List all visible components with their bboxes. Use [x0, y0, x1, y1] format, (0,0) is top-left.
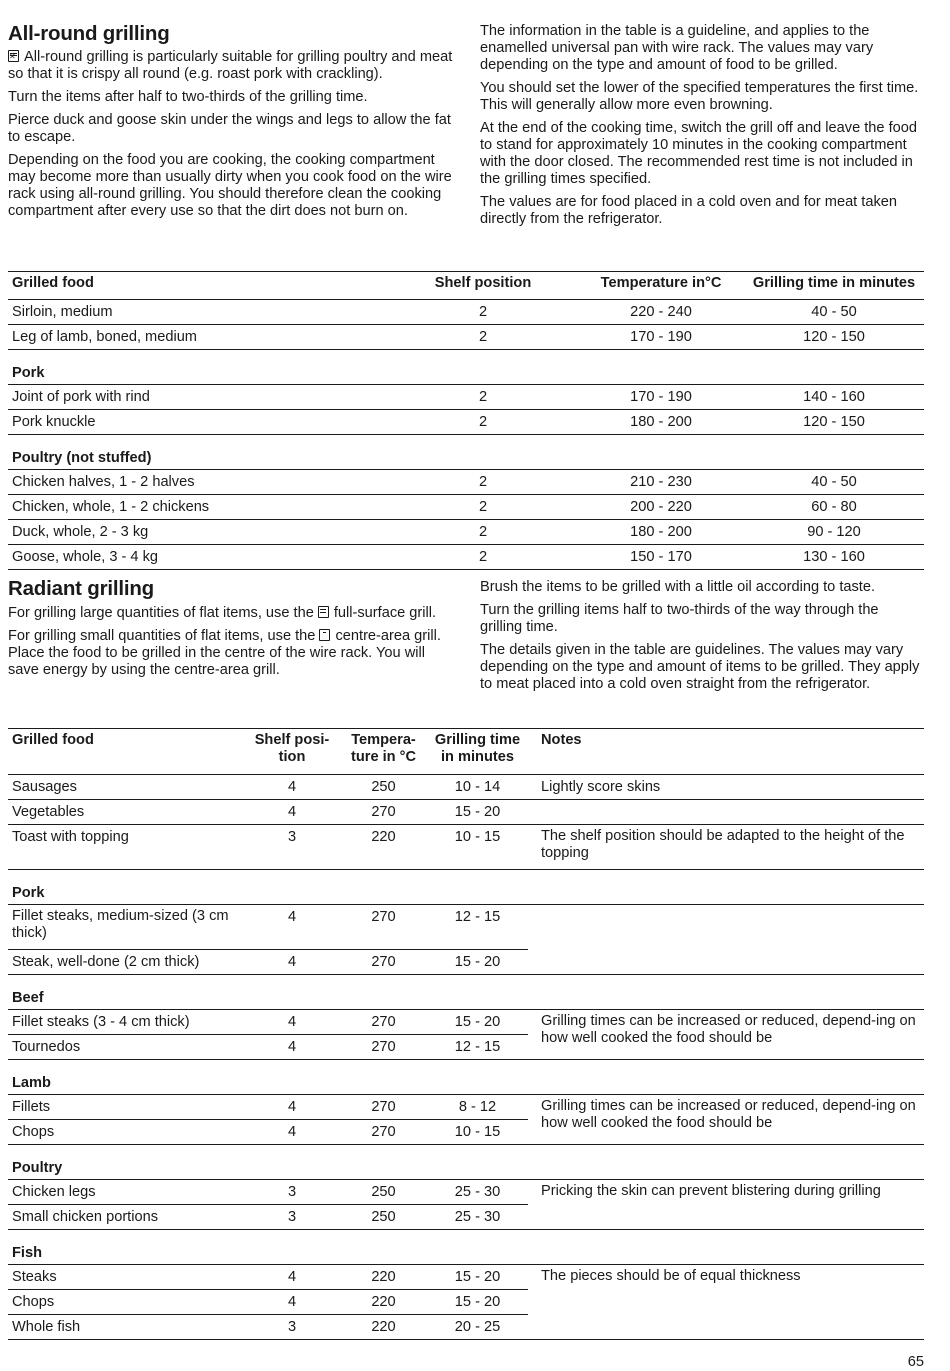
- cell-note: [528, 905, 924, 975]
- cell-temp: 270: [340, 1095, 427, 1120]
- radiant-info-paragraph-2: Turn the grilling items half to two-thirds of the way through the grilling time.: [480, 602, 879, 635]
- cell-temp: 170 - 190: [578, 385, 744, 410]
- cell-shelf: 4: [244, 950, 340, 975]
- cell-temp: 250: [340, 1205, 427, 1230]
- cell-shelf: 4: [244, 775, 340, 800]
- cell-shelf: 4: [244, 1265, 340, 1290]
- cell-note: Grilling times can be increased or reduced, depend-ing on how well cooked the food should be: [528, 1095, 924, 1145]
- cell-food: Goose, whole, 3 - 4 kg: [8, 545, 388, 570]
- table-header-row: [8, 272, 924, 300]
- cell-time: 25 - 30: [427, 1180, 528, 1205]
- cell-food: Fillets: [8, 1095, 244, 1120]
- table-row: [8, 495, 924, 520]
- cell-food: Steaks: [8, 1265, 244, 1290]
- page-number: 65: [907, 1354, 924, 1370]
- cell-food: Chicken halves, 1 - 2 halves: [8, 470, 388, 495]
- cell-food: Sausages: [8, 775, 244, 800]
- all-round-info-paragraph-2: You should set the lower of the specified temperatures the first time. This will generally allow more even browning.: [480, 80, 919, 113]
- cell-time: 60 - 80: [744, 495, 924, 520]
- cell-time: 130 - 160: [744, 545, 924, 570]
- all-round-info-paragraph-3: At the end of the cooking time, switch the grill off and leave the food to stand for approximately 10 minutes in the cooking compartment with the door closed. The recommended rest time is not included in the grilling times specified.: [480, 120, 918, 187]
- radiant-grilling-right-column: [480, 579, 924, 699]
- all-round-paragraph-3: Pierce duck and goose skin under the wings and legs to allow the fat to escape.: [8, 112, 451, 145]
- all-round-paragraph-2: Turn the items after half to two-thirds of the grilling time.: [8, 89, 368, 105]
- cell-shelf: 4: [244, 1010, 340, 1035]
- table-row: [8, 470, 924, 495]
- table-row: [8, 300, 924, 325]
- cell-food: Steak, well-done (2 cm thick): [8, 950, 244, 975]
- radiant-grilling-title: Radiant grilling: [8, 577, 154, 600]
- all-round-paragraph-1: ✕All-round grilling is particularly suitable for grilling poultry and meat so that it is crispy all round (e.g. roast pork with crackling).: [8, 49, 453, 83]
- table-row: [8, 545, 924, 570]
- cell-shelf: 4: [244, 800, 340, 825]
- table-section-row: [8, 1060, 924, 1095]
- cell-food: Chicken legs: [8, 1180, 244, 1205]
- cell-note: The pieces should be of equal thickness: [528, 1265, 924, 1340]
- cell-time: 8 - 12: [427, 1095, 528, 1120]
- cell-food: Sirloin, medium: [8, 300, 388, 325]
- radiant-grilling-table: [8, 728, 924, 1340]
- table-row: [8, 800, 924, 825]
- cell-shelf: 3: [244, 1315, 340, 1340]
- section-label-fish: Fish: [8, 1230, 924, 1265]
- cell-food: Leg of lamb, boned, medium: [8, 325, 388, 350]
- all-round-paragraph-4: Depending on the food you are cooking, the cooking compartment may become more than usually dirty when you cook food on the wire rack using all-round grilling. You should therefore clean the cooking compartment after every use so that the dirt does not burn on.: [8, 152, 452, 219]
- table-row: [8, 905, 924, 950]
- cell-time: 10 - 15: [427, 1120, 528, 1145]
- cell-shelf: 4: [244, 1290, 340, 1315]
- header-grilled-food: Grilled food: [8, 272, 388, 300]
- all-round-info-paragraph-1: The information in the table is a guideline, and applies to the enamelled universal pan with wire rack. The values may vary depending on the type and amount of food to be grilled.: [480, 23, 874, 73]
- all-round-grilling-title: All-round grilling: [8, 22, 170, 45]
- cell-temp: 270: [340, 1120, 427, 1145]
- all-round-info-paragraph-4: The values are for food placed in a cold oven and for meat taken directly from the refrigerator.: [480, 194, 897, 227]
- cell-shelf: 4: [244, 905, 340, 950]
- table-section-row: [8, 1230, 924, 1265]
- cell-shelf: 2: [388, 385, 578, 410]
- header-grilling-time: Grilling time in minutes: [427, 729, 528, 775]
- radiant-paragraph-2: For grilling small quantities of flat items, use the centre-area grill. Place the food to be grilled in the centre of the wire rack. You will save energy by using the centre-area grill.: [8, 628, 441, 678]
- cell-temp: 220: [340, 1265, 427, 1290]
- cell-temp: 270: [340, 800, 427, 825]
- cell-temp: 170 - 190: [578, 325, 744, 350]
- table-section-row: [8, 975, 924, 1010]
- cell-temp: 220 - 240: [578, 300, 744, 325]
- table-row: [8, 1265, 924, 1290]
- cell-time: 15 - 20: [427, 1265, 528, 1290]
- cell-food: Duck, whole, 2 - 3 kg: [8, 520, 388, 545]
- cell-temp: 270: [340, 1035, 427, 1060]
- cell-shelf: 3: [244, 825, 340, 870]
- cell-time: 15 - 20: [427, 950, 528, 975]
- cell-shelf: 2: [388, 495, 578, 520]
- all-round-grilling-left-column: [8, 22, 453, 226]
- header-shelf-position: Shelf posi-tion: [244, 729, 340, 775]
- section-label-pork: Pork: [8, 350, 924, 385]
- table-row: [8, 385, 924, 410]
- cell-time: 120 - 150: [744, 410, 924, 435]
- cell-food: Chops: [8, 1120, 244, 1145]
- cell-temp: 180 - 200: [578, 520, 744, 545]
- table-section-row: [8, 435, 924, 470]
- table-row: [8, 1180, 924, 1205]
- cell-temp: 270: [340, 1010, 427, 1035]
- centre-area-grill-icon: [319, 629, 330, 641]
- section-label-poultry: Poultry (not stuffed): [8, 435, 924, 470]
- cell-note: Lightly score skins: [528, 775, 924, 800]
- cell-time: 10 - 14: [427, 775, 528, 800]
- cell-food: Tournedos: [8, 1035, 244, 1060]
- cell-food: Fillet steaks, medium-sized (3 cm thick): [8, 905, 244, 950]
- full-surface-grill-icon: [318, 606, 329, 618]
- cell-shelf: 2: [388, 545, 578, 570]
- cell-temp: 200 - 220: [578, 495, 744, 520]
- cell-food: Toast with topping: [8, 825, 244, 870]
- cell-note: The shelf position should be adapted to the height of the topping: [528, 825, 924, 870]
- section-label-pork: Pork: [8, 870, 924, 905]
- cell-temp: 270: [340, 905, 427, 950]
- cell-time: 90 - 120: [744, 520, 924, 545]
- cell-temp: 150 - 170: [578, 545, 744, 570]
- all-round-grilling-icon: [8, 50, 19, 62]
- cell-shelf: 2: [388, 300, 578, 325]
- cell-food: Pork knuckle: [8, 410, 388, 435]
- cell-time: 12 - 15: [427, 905, 528, 950]
- cell-temp: 210 - 230: [578, 470, 744, 495]
- cell-time: 20 - 25: [427, 1315, 528, 1340]
- cell-shelf: 2: [388, 520, 578, 545]
- cell-time: 12 - 15: [427, 1035, 528, 1060]
- table-row: [8, 775, 924, 800]
- cell-temp: 250: [340, 775, 427, 800]
- cell-shelf: 4: [244, 1035, 340, 1060]
- cell-temp: 180 - 200: [578, 410, 744, 435]
- cell-shelf: 3: [244, 1205, 340, 1230]
- cell-temp: 250: [340, 1180, 427, 1205]
- cell-time: 40 - 50: [744, 470, 924, 495]
- header-grilling-time: Grilling time in minutes: [744, 272, 924, 300]
- header-notes: Notes: [528, 729, 924, 775]
- cell-food: Whole fish: [8, 1315, 244, 1340]
- all-round-grilling-right-column: [480, 23, 924, 234]
- cell-shelf: 4: [244, 1095, 340, 1120]
- cell-time: 25 - 30: [427, 1205, 528, 1230]
- cell-temp: 220: [340, 1290, 427, 1315]
- table-row: [8, 825, 924, 870]
- radiant-grilling-left-column: [8, 577, 453, 685]
- header-shelf-position: Shelf position: [388, 272, 578, 300]
- table-section-row: [8, 350, 924, 385]
- cell-food: Vegetables: [8, 800, 244, 825]
- cell-temp: 220: [340, 825, 427, 870]
- header-temperature: Temperature in°C: [578, 272, 744, 300]
- cell-time: 15 - 20: [427, 1290, 528, 1315]
- cell-time: 10 - 15: [427, 825, 528, 870]
- table-section-row: [8, 870, 924, 905]
- cell-note: Pricking the skin can prevent blistering during grilling: [528, 1180, 924, 1230]
- cell-food: Chicken, whole, 1 - 2 chickens: [8, 495, 388, 520]
- section-label-poultry: Poultry: [8, 1145, 924, 1180]
- radiant-info-paragraph-1: Brush the items to be grilled with a little oil according to taste.: [480, 579, 876, 595]
- table-row: [8, 410, 924, 435]
- cell-food: Joint of pork with rind: [8, 385, 388, 410]
- cell-food: Fillet steaks (3 - 4 cm thick): [8, 1010, 244, 1035]
- cell-shelf: 2: [388, 470, 578, 495]
- cell-time: 40 - 50: [744, 300, 924, 325]
- cell-note: [528, 800, 924, 825]
- table-row: [8, 1095, 924, 1120]
- radiant-paragraph-1: For grilling large quantities of flat items, use the full-surface grill.: [8, 605, 437, 621]
- cell-temp: 270: [340, 950, 427, 975]
- cell-shelf: 3: [244, 1180, 340, 1205]
- table-header-row: [8, 729, 924, 775]
- header-grilled-food: Grilled food: [8, 729, 244, 775]
- table-row: [8, 1010, 924, 1035]
- all-round-grilling-table: [8, 271, 924, 570]
- radiant-info-paragraph-3: The details given in the table are guidelines. The values may vary depending on the type and amount of items to be grilled. They apply to meat placed into a cold oven straight from the refrigerator.: [480, 642, 920, 692]
- header-temperature: Tempera-ture in °C: [340, 729, 427, 775]
- cell-time: 15 - 20: [427, 1010, 528, 1035]
- section-label-lamb: Lamb: [8, 1060, 924, 1095]
- table-row: [8, 325, 924, 350]
- cell-food: Small chicken portions: [8, 1205, 244, 1230]
- cell-note: Grilling times can be increased or reduced, depend-ing on how well cooked the food should be: [528, 1010, 924, 1060]
- table-row: [8, 520, 924, 545]
- table-section-row: [8, 1145, 924, 1180]
- cell-temp: 220: [340, 1315, 427, 1340]
- cell-shelf: 4: [244, 1120, 340, 1145]
- cell-shelf: 2: [388, 410, 578, 435]
- cell-time: 15 - 20: [427, 800, 528, 825]
- cell-time: 120 - 150: [744, 325, 924, 350]
- cell-shelf: 2: [388, 325, 578, 350]
- section-label-beef: Beef: [8, 975, 924, 1010]
- cell-food: Chops: [8, 1290, 244, 1315]
- cell-time: 140 - 160: [744, 385, 924, 410]
